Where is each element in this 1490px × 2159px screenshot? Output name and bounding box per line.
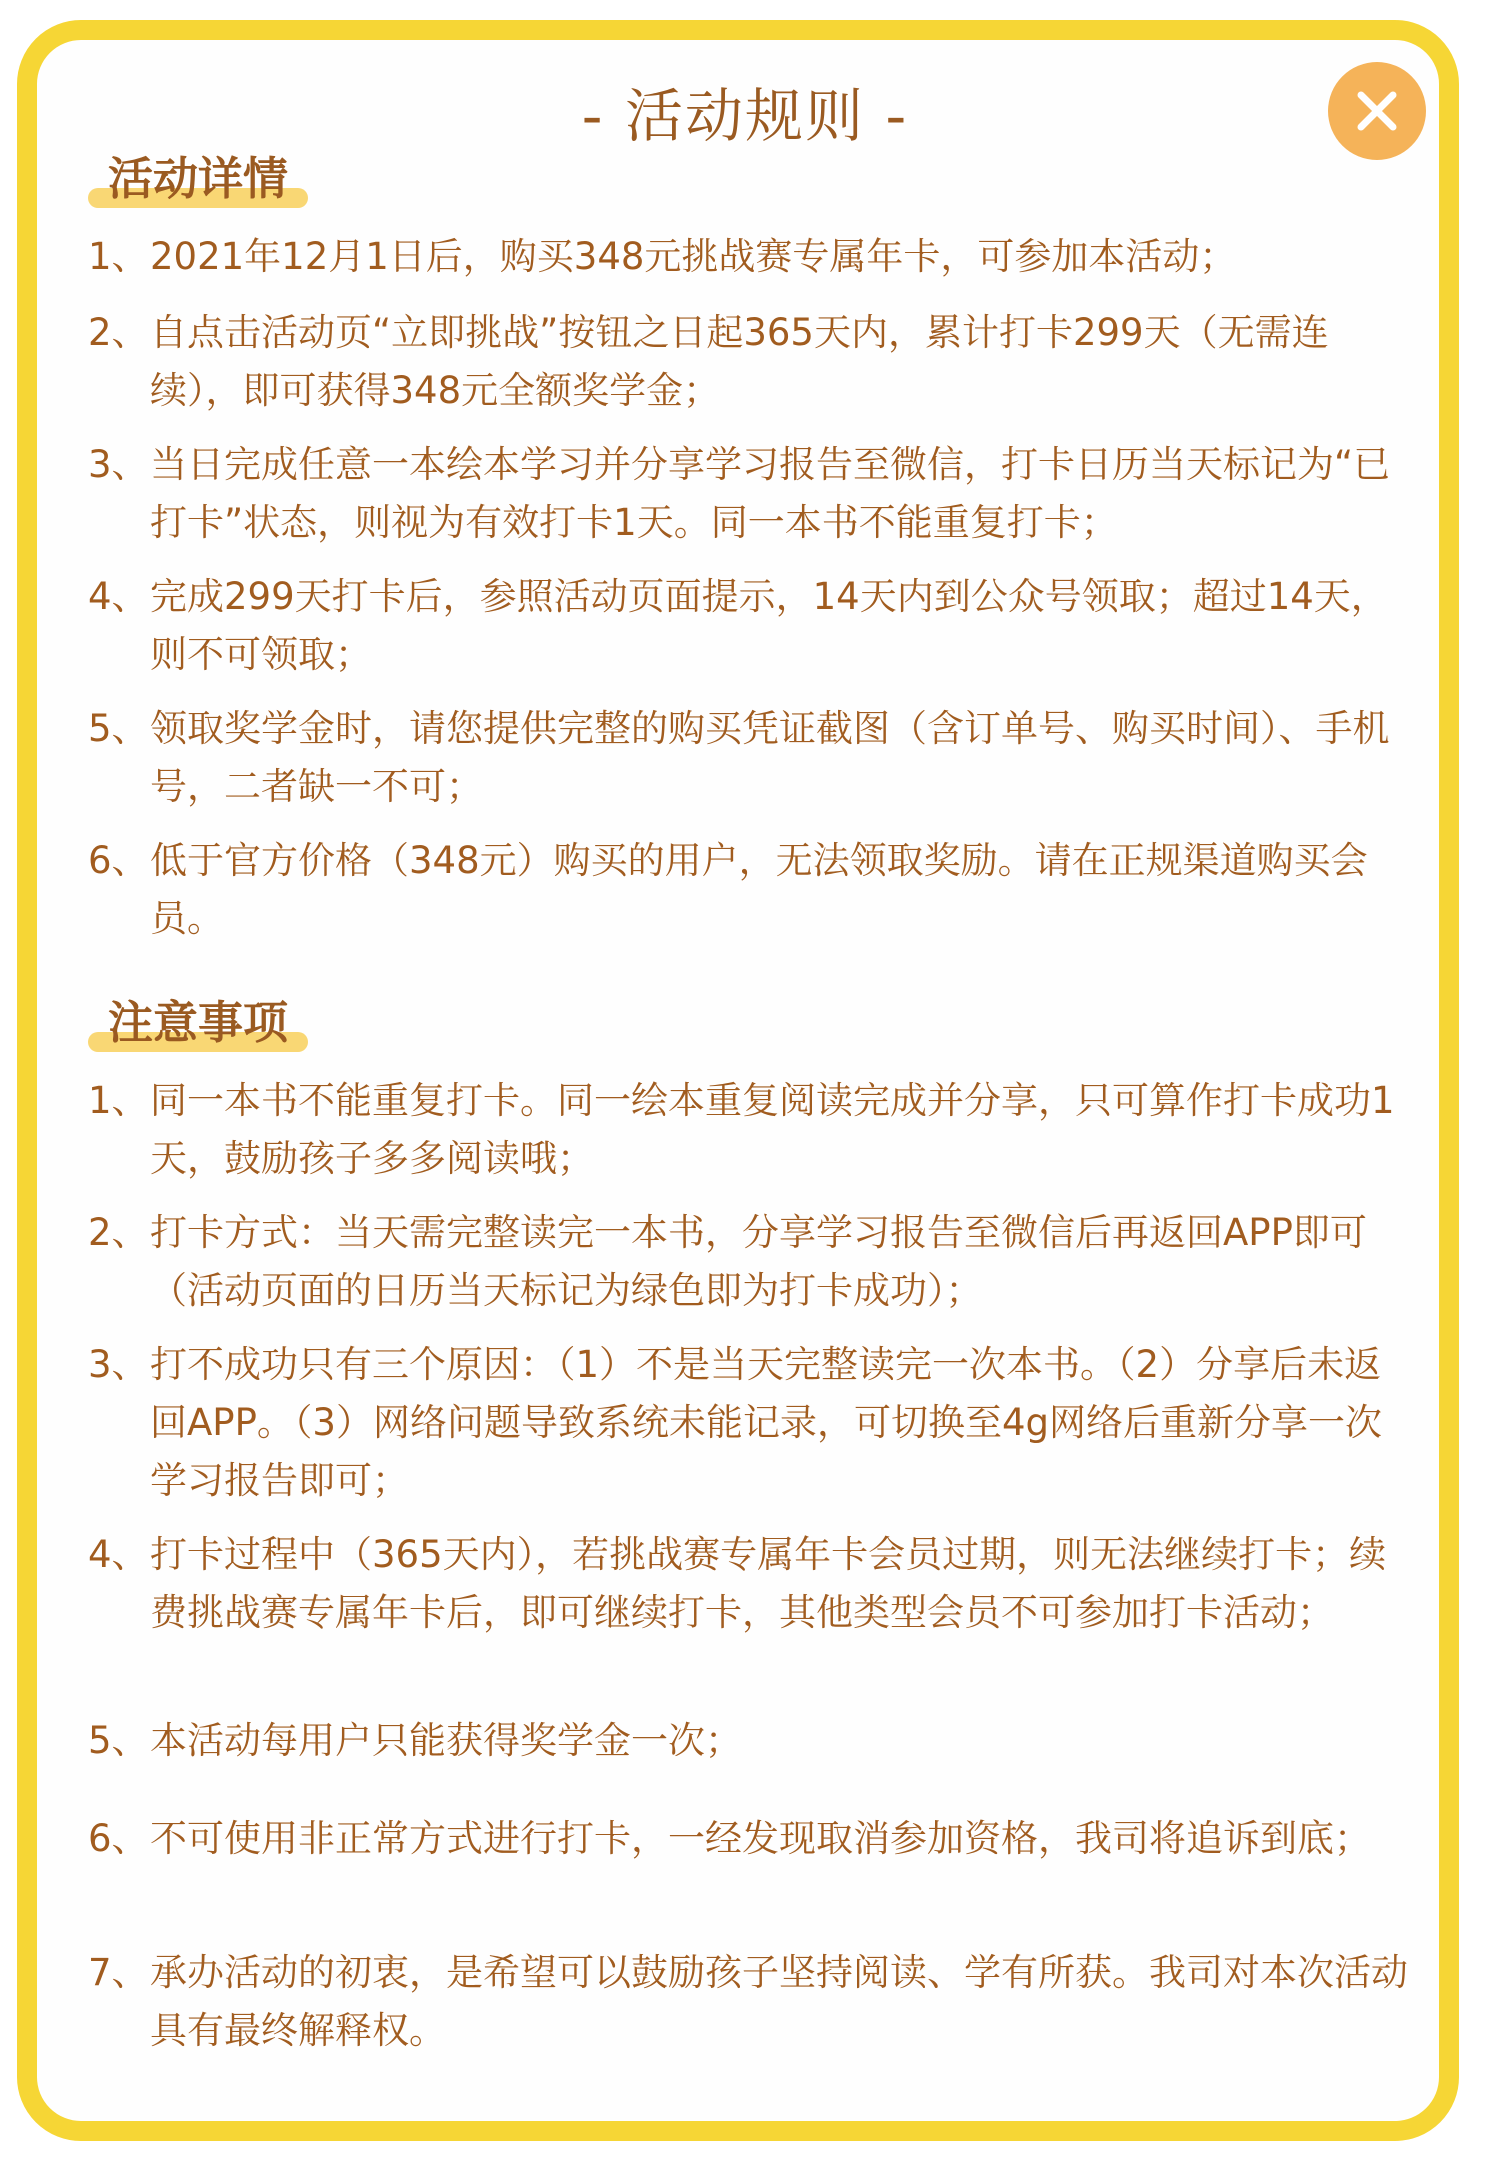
list-item — [88, 1712, 1413, 1770]
item-text: 本活动每用户只能获得奖学金一次； — [150, 1719, 742, 1762]
item-text: 完成299天打卡后，参照活动页面提示，14天内到公众号领取；超过14天，则不可领取； — [150, 575, 1388, 676]
list-item — [88, 568, 1413, 684]
list-item — [88, 1944, 1413, 2060]
list-item — [88, 700, 1413, 816]
item-number: 1、 — [88, 235, 149, 278]
item-text: 打卡过程中（365天内），若挑战赛专属年卡会员过期，则无法继续打卡；续费挑战赛专属年卡后，即可继续打卡，其他类型会员不可参加打卡活动； — [150, 1533, 1387, 1634]
list-item — [88, 1336, 1413, 1510]
item-text: 承办活动的初衷，是希望可以鼓励孩子坚持阅读、学有所获。我司对本次活动具有最终解释权。 — [150, 1951, 1408, 2052]
item-number: 5、 — [88, 707, 149, 750]
item-text: 打卡方式：当天需完整读完一本书，分享学习报告至微信后再返回APP即可（活动页面的日历当天标记为绿色即为打卡成功）； — [150, 1211, 1367, 1312]
item-text: 同一本书不能重复打卡。同一绘本重复阅读完成并分享，只可算作打卡成功1天，鼓励孩子多多阅读哦； — [150, 1079, 1395, 1180]
item-number: 6、 — [88, 839, 149, 882]
list-item — [88, 304, 1413, 420]
list-item — [88, 832, 1413, 948]
item-number: 4、 — [88, 575, 149, 618]
item-text: 自点击活动页“立即挑战”按钮之日起365天内，累计打卡299天（无需连续），即可获得348元全额奖学金； — [150, 311, 1329, 412]
item-number: 1、 — [88, 1079, 149, 1122]
item-text: 当日完成任意一本绘本学习并分享学习报告至微信，打卡日历当天标记为“已打卡”状态，则视为有效打卡1天。同一本书不能重复打卡； — [150, 443, 1391, 544]
item-text: 领取奖学金时，请您提供完整的购买凭证截图（含订单号、购买时间）、手机号，二者缺一不可； — [150, 707, 1390, 808]
item-text: 不可使用非正常方式进行打卡，一经发现取消参加资格，我司将追诉到底； — [150, 1817, 1371, 1860]
item-number: 7、 — [88, 1951, 149, 1994]
item-text: 2021年12月1日后，购买348元挑战赛专属年卡，可参加本活动； — [150, 235, 1237, 278]
item-number: 5、 — [88, 1719, 149, 1762]
details-heading — [88, 150, 288, 212]
list-item — [88, 436, 1413, 552]
item-number: 3、 — [88, 443, 149, 486]
list-item — [88, 1072, 1413, 1188]
notes-heading-label: 注意事项 — [108, 996, 289, 1049]
details-heading-label: 活动详情 — [108, 152, 289, 205]
page-title: - 活动规则 - — [581, 82, 909, 150]
item-number: 6、 — [88, 1817, 149, 1860]
item-number: 2、 — [88, 1211, 149, 1254]
close-icon — [1355, 89, 1399, 133]
item-text: 打不成功只有三个原因：（1）不是当天完整读完一次本书。（2）分享后未返回APP。（3）网络问题导致系统未能记录，可切换至4g网络后重新分享一次学习报告即可； — [150, 1343, 1383, 1502]
list-item — [88, 1526, 1413, 1642]
notes-heading — [88, 994, 288, 1056]
item-number: 3、 — [88, 1343, 149, 1386]
list-item — [88, 228, 1413, 286]
item-text: 低于官方价格（348元）购买的用户，无法领取奖励。请在正规渠道购买会员。 — [150, 839, 1368, 940]
close-button[interactable] — [1328, 62, 1426, 160]
list-item — [88, 1810, 1413, 1868]
list-item — [88, 1204, 1413, 1320]
item-number: 2、 — [88, 311, 149, 354]
item-number: 4、 — [88, 1533, 149, 1576]
